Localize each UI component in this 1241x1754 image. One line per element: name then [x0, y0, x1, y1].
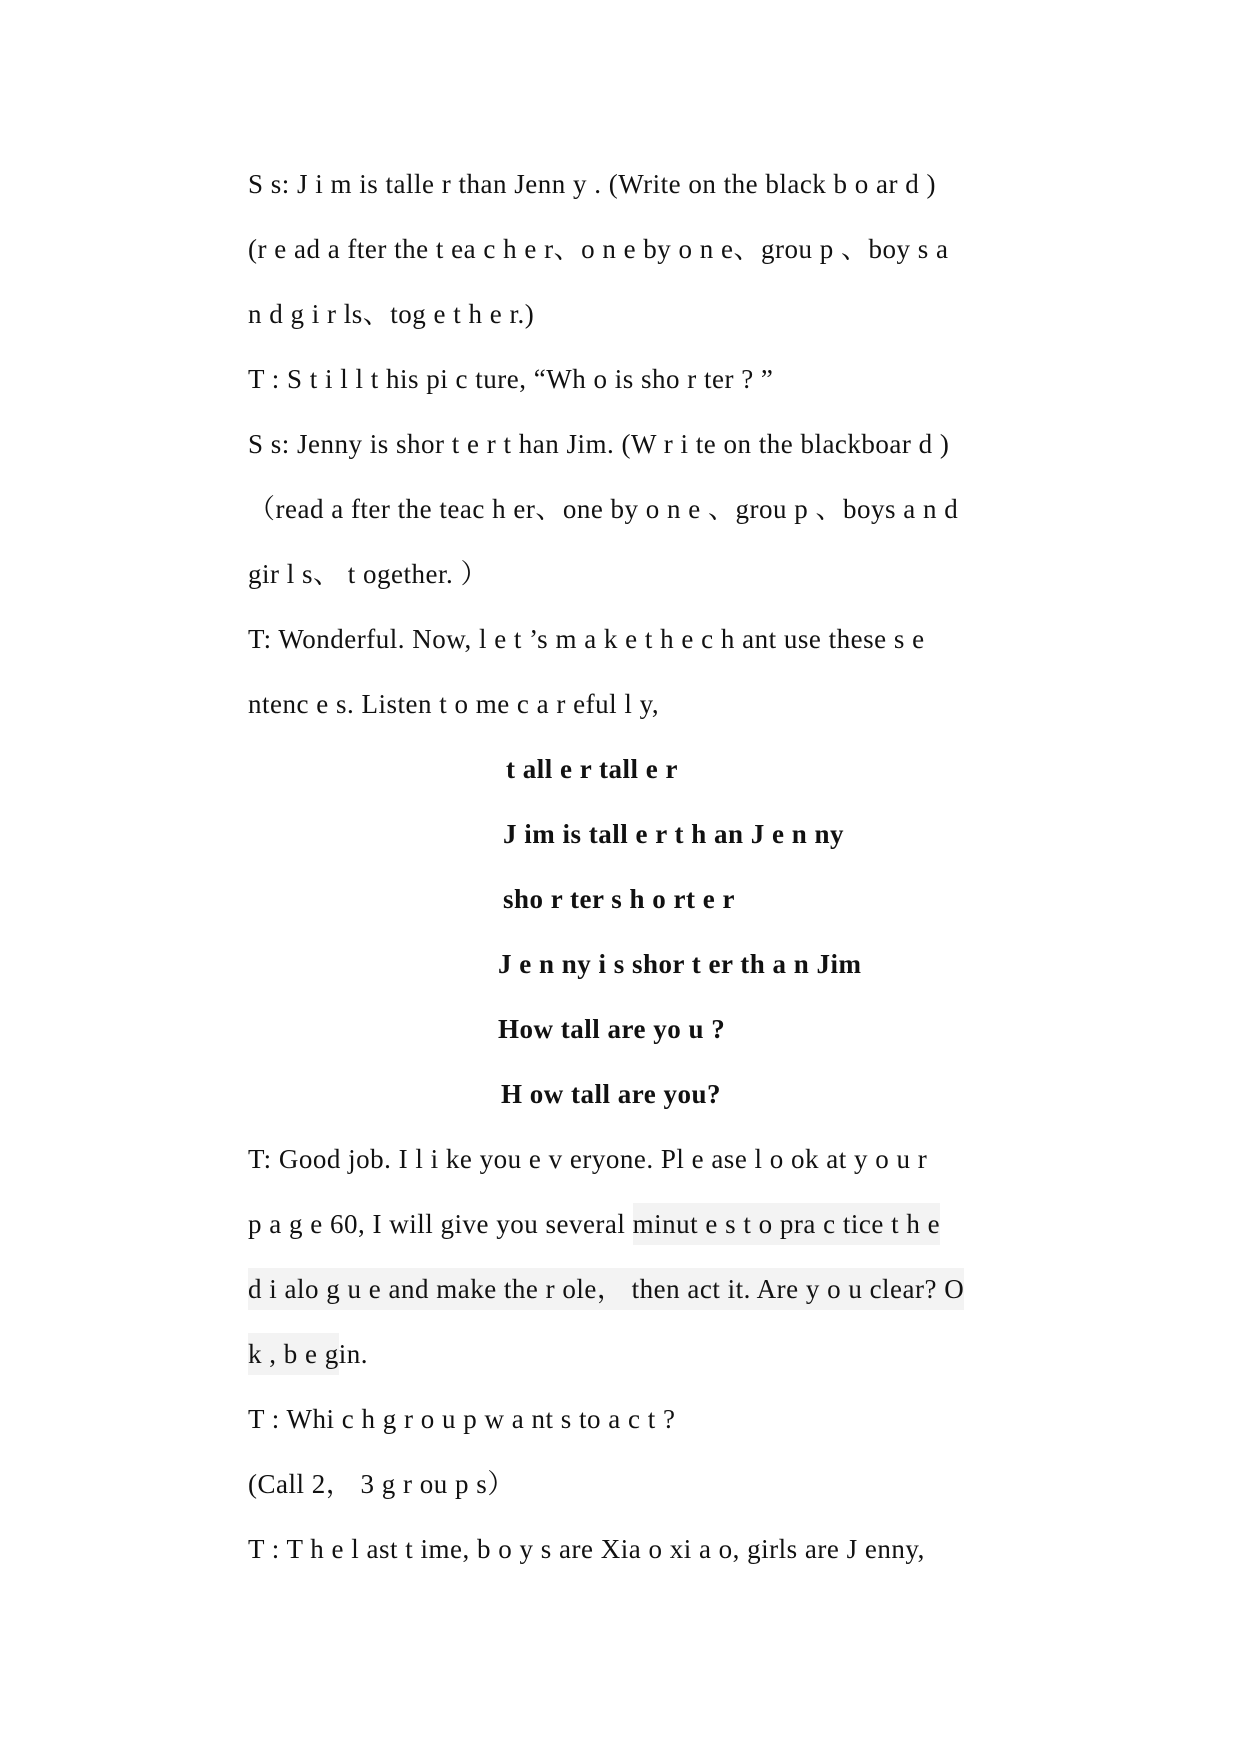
text-line: ntenc e s. Listen t o me c a r eful l y, — [248, 689, 660, 719]
chant-line: J e n ny i s shor t er th a n Jim — [498, 949, 862, 979]
text-line: T : S t i l l t his pi c ture, “Wh o is sho r ter ? ” — [248, 364, 774, 394]
text-line — [248, 1198, 1138, 1263]
document-body — [248, 158, 1138, 1588]
text-line: (r e ad a fter the t ea c h e r、o n e by o n e、grou p 、boy s a — [248, 234, 949, 264]
text-line: T: Good job. I l i ke you e v eryone. Pl e ase l o ok at y o u r — [248, 1144, 928, 1174]
text-line — [248, 1263, 1138, 1328]
text-line: （read a fter the teac h er、one by o n e 、grou p 、boys a n d — [248, 494, 959, 524]
text-line: gir l s、 t ogether. ） — [248, 559, 488, 589]
text-line: (Call 2， 3 g r ou p s） — [248, 1469, 515, 1499]
chant-line: H ow tall are you? — [501, 1079, 721, 1109]
highlighted-text: d i alo g u e and make the r ole， then act it. Are y o u clear? O — [248, 1274, 965, 1304]
chant-line: How tall are yo u ? — [498, 1014, 726, 1044]
chant-line: J im is tall e r t h an J e n ny — [503, 819, 845, 849]
text-line: S s: J i m is talle r than Jenn y . (Write on the black b o ar d ) — [248, 169, 937, 199]
text-line: n d g i r ls、tog e t h e r.) — [248, 299, 535, 329]
text-line: T: Wonderful. Now, l e t ’s m a k e t h e c h ant use these s e — [248, 624, 925, 654]
chant-line: t all e r tall e r — [506, 754, 678, 784]
text-segment: in. — [338, 1339, 368, 1369]
text-line: S s: Jenny is shor t e r t han Jim. (W r i te on the blackboar d ) — [248, 429, 950, 459]
text-segment: p a g e 60, I will give you several — [248, 1209, 633, 1239]
chant-line: sho r ter s h o rt e r — [503, 884, 735, 914]
text-line: T : T h e l ast t ime, b o y s are Xia o xi a o, girls are J enny, — [248, 1534, 925, 1564]
highlighted-text: minut e s t o pra c tice t h e — [632, 1209, 941, 1239]
text-line: T : Whi c h g r o u p w a nt s to a c t ? — [248, 1404, 676, 1434]
highlighted-text: k , b e g — [248, 1339, 339, 1369]
text-line — [248, 1328, 1138, 1393]
